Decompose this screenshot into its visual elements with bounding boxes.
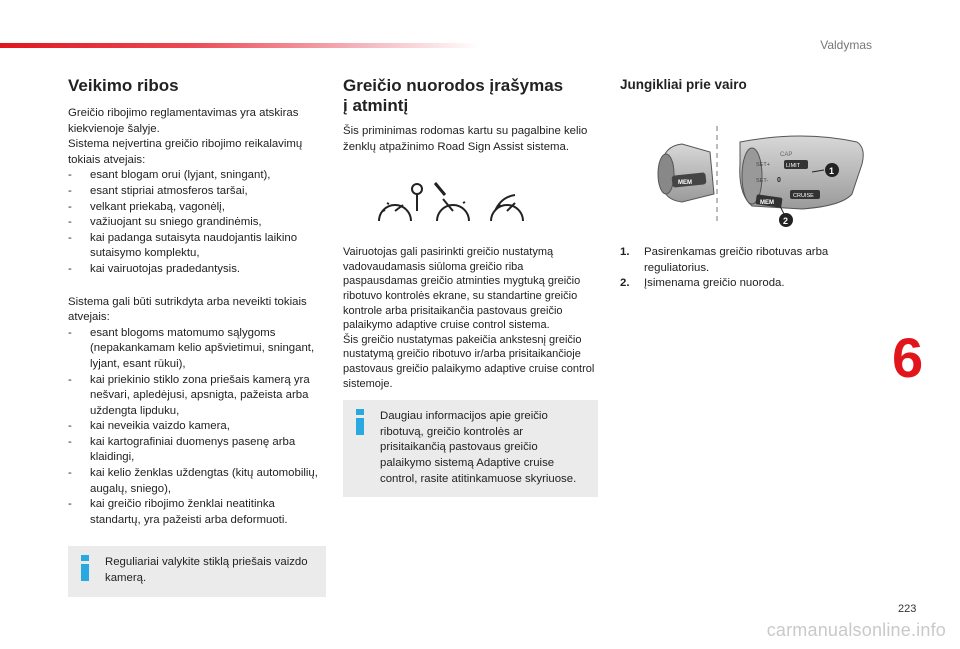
list-item: - esant blogoms matomumo sąlygoms (nepakankamam kelio apšvietimui, sningant, lyjant, esant rūkui), xyxy=(68,326,326,373)
page-number: 223 xyxy=(898,603,917,615)
paragraph: Greičio ribojimo reglamentavimas yra atskiras kiekvienoje šalyje. xyxy=(68,107,299,135)
list-item: - kai padanga sutaisyta naudojantis laikino sutaisymo komplektu, xyxy=(68,231,326,262)
right-stalk xyxy=(740,136,863,209)
left-stalk xyxy=(658,144,714,202)
callout-number: 1 xyxy=(829,166,835,176)
set-plus-label: SET+ xyxy=(756,162,770,168)
chapter-number: 6 xyxy=(892,326,924,389)
conditions-list xyxy=(68,168,326,277)
callout-number: 2 xyxy=(783,216,789,226)
list-item: - velkant priekabą, vagonėlį, xyxy=(68,200,326,216)
column-speed-memory xyxy=(343,76,599,497)
paragraph: Sistema neįvertina greičio ribojimo reikalavimų tokiais atvejais: xyxy=(68,138,303,166)
list-item: - kai priekinio stiklo zona priešais kamerą yra nešvari, apledėjusi, apsnigta, pažeista arba uždengta lipduku, xyxy=(68,373,326,420)
info-text: Reguliariai valykite stiklą priešais vaizdo kamerą. xyxy=(105,556,308,585)
cruise-label: CRUISE xyxy=(793,193,814,199)
list-item: - kai greičio ribojimo ženklai neatitinka standartų, yra pažeisti arba deformuoti. xyxy=(68,497,326,528)
mem-label: MEM xyxy=(678,180,692,186)
list-item xyxy=(620,245,860,276)
section-title: Valdymas xyxy=(820,38,872,52)
column-steering-switches xyxy=(620,76,860,292)
paragraph: Sistema gali būti sutrikdyta arba neveikti tokiais atvejais: xyxy=(68,295,307,324)
heading-line: Greičio nuorodos įrašymas xyxy=(343,76,564,95)
speed-indicator-icons xyxy=(373,181,543,231)
list-item: - kai vairuotojas pradedantysis. xyxy=(68,262,326,278)
disruption-list xyxy=(68,326,326,529)
speedometer-icon xyxy=(379,184,422,221)
column-operating-limits xyxy=(68,76,326,597)
list-item xyxy=(620,276,860,292)
list-item: - kai kelio ženklas uždengtas (kitų automobilių, augalų, sniego), xyxy=(68,466,326,497)
speedometer-icon xyxy=(435,183,469,221)
cap-label: CAP xyxy=(780,152,793,158)
info-box xyxy=(343,400,598,497)
zero-label: 0 xyxy=(777,177,781,184)
heading-operating-limits: Veikimo ribos xyxy=(68,76,179,95)
list-item: - kai neveikia vaizdo kamera, xyxy=(68,419,326,435)
list-item: - važiuojant su sniego grandinėmis, xyxy=(68,215,326,231)
item-text: Pasirenkamas greičio ribotuvas arba reguliatorius. xyxy=(644,246,829,274)
info-text: Daugiau informacijos apie greičio ribotuvą, greičio kontrolės ar prisitaikančią pastovaus greičio palaikymo sistemą Adaptive cruise control, rasite atitinkamuose skyriuose. xyxy=(380,410,577,485)
header-accent-bar xyxy=(0,43,480,48)
paragraph: Vairuotojas gali pasirinkti greičio nustatymą vadovaudamasis siūloma greičio riba paspausdamas greičio atminties mygtuką greičio ribotuvo kontrolės ekrane, su standartine greičio kontrole arba prisitaikančia pastovaus greičio palaikymo adaptive cruise control sistema. xyxy=(343,246,581,332)
list-item: - esant stipriai atmosferos taršai, xyxy=(68,184,326,200)
watermark: carmanualsonline.info xyxy=(766,620,946,640)
list-item: - kai kartografiniai duomenys pasenę arba klaidingi, xyxy=(68,435,326,466)
item-number: 2. xyxy=(620,277,630,290)
info-icon xyxy=(353,409,367,435)
paragraph: Šis priminimas rodomas kartu su pagalbine kelio ženklų atpažinimo Road Sign Assist sistema. xyxy=(343,125,588,153)
list-item: - esant blogam orui (lyjant, sningant), xyxy=(68,168,326,184)
heading-speed-memory xyxy=(343,76,599,116)
info-box xyxy=(68,546,326,596)
set-minus-label: SET- xyxy=(756,178,769,184)
item-text: Įsimenama greičio nuoroda. xyxy=(644,277,785,290)
heading-line: į atmintį xyxy=(343,96,409,115)
callout-2 xyxy=(779,206,793,227)
paragraph: Šis greičio nustatymas pakeičia ankstesnį greičio nustatymą greičio ribotuvo ir/arba prisitaikančioje pastovaus greičio palaikymo adaptive cruise control sistemoje. xyxy=(343,333,595,390)
item-number: 1. xyxy=(620,246,630,258)
info-icon xyxy=(78,555,92,581)
heading-steering-switches: Jungikliai prie vairo xyxy=(620,77,747,92)
speedometer-icon xyxy=(491,195,523,221)
limit-label: LIMIT xyxy=(786,163,801,169)
steering-wheel-controls-image xyxy=(652,124,872,229)
mem-button-label: MEM xyxy=(760,200,774,206)
numbered-list xyxy=(620,245,860,292)
